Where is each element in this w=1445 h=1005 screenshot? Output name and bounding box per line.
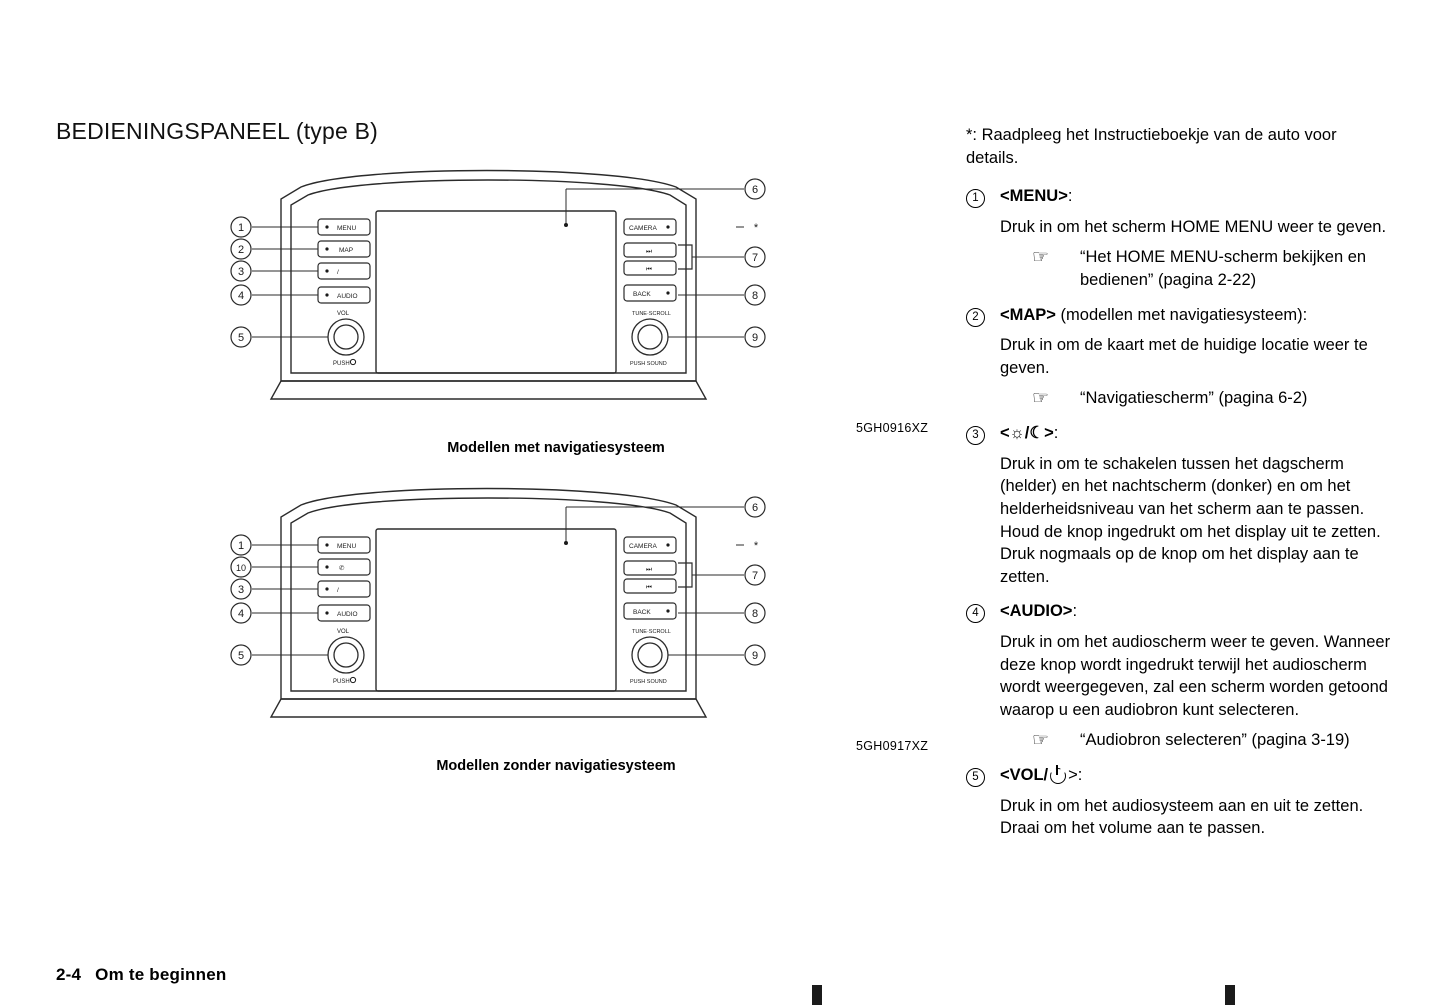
control-panel-diagram-nav <box>56 159 916 429</box>
svg-text:⏮: ⏮ <box>646 584 652 591</box>
svg-text:PUSH SOUND: PUSH SOUND <box>630 361 667 367</box>
item-body <box>1000 600 1391 752</box>
item-heading-suffix: >: <box>1068 766 1083 785</box>
svg-text:6: 6 <box>751 502 759 514</box>
footnote-text: *: Raadpleeg het Instructieboekje van de auto voor details. <box>966 126 1337 167</box>
svg-text:VOL: VOL <box>337 311 350 317</box>
svg-text:2: 2 <box>237 244 245 256</box>
callout-circle-2: 2 <box>966 308 985 327</box>
callout-number <box>966 304 1000 327</box>
figure-caption-nonav: Modellen zonder navigatiesysteem <box>436 758 676 774</box>
list-item <box>966 422 1391 588</box>
svg-text:MAP: MAP <box>339 247 354 254</box>
item-heading-suffix: : <box>1072 602 1078 621</box>
page-footer <box>56 965 226 985</box>
hand-pointer-icon: ☞ <box>1032 730 1050 752</box>
control-panel-diagram-nonav <box>56 477 916 747</box>
cross-reference <box>1032 387 1391 410</box>
callout-number <box>966 764 1000 787</box>
print-mark-left <box>812 985 822 1005</box>
list-item <box>966 764 1391 840</box>
list-item <box>966 600 1391 752</box>
item-heading <box>1000 764 1391 787</box>
svg-text:6: 6 <box>751 184 759 196</box>
item-description: Druk in om het audioscherm weer te geven. Wanneer deze knop wordt ingedrukt terwijl het audioscherm wordt weergegeven, zal een scherm worden getoond waarop u een audiobron kunt selecteren. <box>1000 632 1391 719</box>
svg-text:3: 3 <box>237 266 245 278</box>
left-column <box>56 118 929 777</box>
cross-reference-text[interactable]: “Audiobron selecteren” (pagina 3-19) <box>1080 731 1350 750</box>
footer-section-name: Om te beginnen <box>95 965 227 984</box>
svg-text:✆: ✆ <box>339 565 345 572</box>
item-description: Druk in om het scherm HOME MENU weer te geven. <box>1000 217 1387 236</box>
svg-text:7: 7 <box>751 252 759 264</box>
svg-text:PUSH: PUSH <box>333 361 350 367</box>
item-description: Druk in om de kaart met de huidige locatie weer te geven. <box>1000 336 1368 377</box>
svg-text:/: / <box>337 269 339 276</box>
brightness-day-night-symbol: <☼/☾> <box>1000 424 1054 443</box>
svg-text:PUSH: PUSH <box>333 679 350 685</box>
svg-text:VOL: VOL <box>337 629 350 635</box>
cross-reference <box>1032 729 1391 752</box>
item-heading <box>1000 600 1391 623</box>
svg-text:1: 1 <box>237 540 245 552</box>
callout-circle-1: 1 <box>966 189 985 208</box>
item-heading-suffix: (modellen met navigatiesysteem): <box>1055 305 1308 324</box>
svg-text:8: 8 <box>751 608 759 620</box>
svg-text:CAMERA: CAMERA <box>629 225 657 232</box>
figure-code-nonav: 5GH0917XZ <box>856 739 929 753</box>
item-heading-label: <MAP> <box>1000 305 1056 324</box>
svg-text:TUNE·SCROLL: TUNE·SCROLL <box>632 311 671 317</box>
footer-page-number: 2-4 <box>56 965 82 984</box>
item-heading-suffix: : <box>1053 424 1059 443</box>
svg-text:*: * <box>753 222 759 234</box>
item-heading-suffix: : <box>1067 187 1073 206</box>
page-title: BEDIENINGSPANEEL (type B) <box>56 118 378 144</box>
power-icon <box>1048 764 1068 784</box>
callout-circle-3: 3 <box>966 426 985 445</box>
callout-number <box>966 600 1000 623</box>
svg-text:⏭: ⏭ <box>646 566 652 573</box>
list-item <box>966 185 1391 291</box>
svg-text:1: 1 <box>237 222 245 234</box>
figure-caption-nav: Modellen met navigatiesysteem <box>447 440 665 456</box>
svg-text:MENU: MENU <box>337 225 357 232</box>
item-description: Druk in om het audiosysteem aan en uit te zetten. Draai om het volume aan te passen. <box>1000 796 1364 838</box>
svg-text:⏭: ⏭ <box>646 248 652 255</box>
svg-text:/: / <box>337 587 339 594</box>
svg-text:5: 5 <box>237 332 245 344</box>
svg-text:BACK: BACK <box>633 609 651 616</box>
figure-code-nav: 5GH0916XZ <box>856 421 929 435</box>
svg-text:8: 8 <box>751 290 759 302</box>
svg-text:7: 7 <box>751 570 759 582</box>
svg-text:*: * <box>753 540 759 552</box>
item-heading <box>1000 304 1391 327</box>
svg-text:PUSH SOUND: PUSH SOUND <box>630 679 667 685</box>
cross-reference-text[interactable]: “Het HOME MENU-scherm bekijken en bedienen” (pagina 2-22) <box>1080 248 1367 289</box>
svg-text:9: 9 <box>751 650 759 662</box>
svg-text:3: 3 <box>237 584 245 596</box>
item-body <box>1000 185 1391 291</box>
callout-number <box>966 185 1000 208</box>
item-description: Druk in om te schakelen tussen het dagscherm (helder) en het nachtscherm (donker) en om het helderheidsniveau van het scherm aan te passen. Houd de knop ingedrukt om het display uit te zetten. Druk nogmaals op de knop om het display aan te zetten. <box>1000 454 1381 586</box>
svg-text:10: 10 <box>235 563 247 573</box>
svg-text:4: 4 <box>237 608 245 620</box>
item-heading-label: <AUDIO> <box>1000 602 1073 621</box>
svg-text:⏮: ⏮ <box>646 266 652 273</box>
svg-text:BACK: BACK <box>633 291 651 298</box>
svg-text:AUDIO: AUDIO <box>337 611 358 618</box>
callout-number <box>966 422 1000 445</box>
cross-reference <box>1032 246 1391 291</box>
svg-text:AUDIO: AUDIO <box>337 293 358 300</box>
item-body <box>1000 422 1391 588</box>
svg-text:CAMERA: CAMERA <box>629 543 657 550</box>
svg-text:TUNE·SCROLL: TUNE·SCROLL <box>632 629 671 635</box>
right-column <box>966 124 1391 840</box>
callout-circle-4: 4 <box>966 604 985 623</box>
print-mark-right <box>1225 985 1235 1005</box>
svg-text:9: 9 <box>751 332 759 344</box>
item-heading <box>1000 422 1391 445</box>
item-heading <box>1000 185 1391 208</box>
item-body <box>1000 304 1391 411</box>
item-heading-label: <MENU> <box>1000 187 1068 206</box>
svg-text:MENU: MENU <box>337 543 357 550</box>
figure-without-navigation <box>56 477 929 777</box>
hand-pointer-icon: ☞ <box>1032 388 1050 410</box>
cross-reference-text[interactable]: “Navigatiescherm” (pagina 6-2) <box>1080 389 1308 408</box>
svg-text:4: 4 <box>237 290 245 302</box>
list-item <box>966 304 1391 411</box>
hand-pointer-icon: ☞ <box>1032 247 1050 269</box>
callout-circle-5: 5 <box>966 768 985 787</box>
item-body <box>1000 764 1391 840</box>
figure-with-navigation <box>56 159 929 459</box>
item-heading-label: <VOL/ <box>1000 766 1049 785</box>
svg-text:5: 5 <box>237 650 245 662</box>
